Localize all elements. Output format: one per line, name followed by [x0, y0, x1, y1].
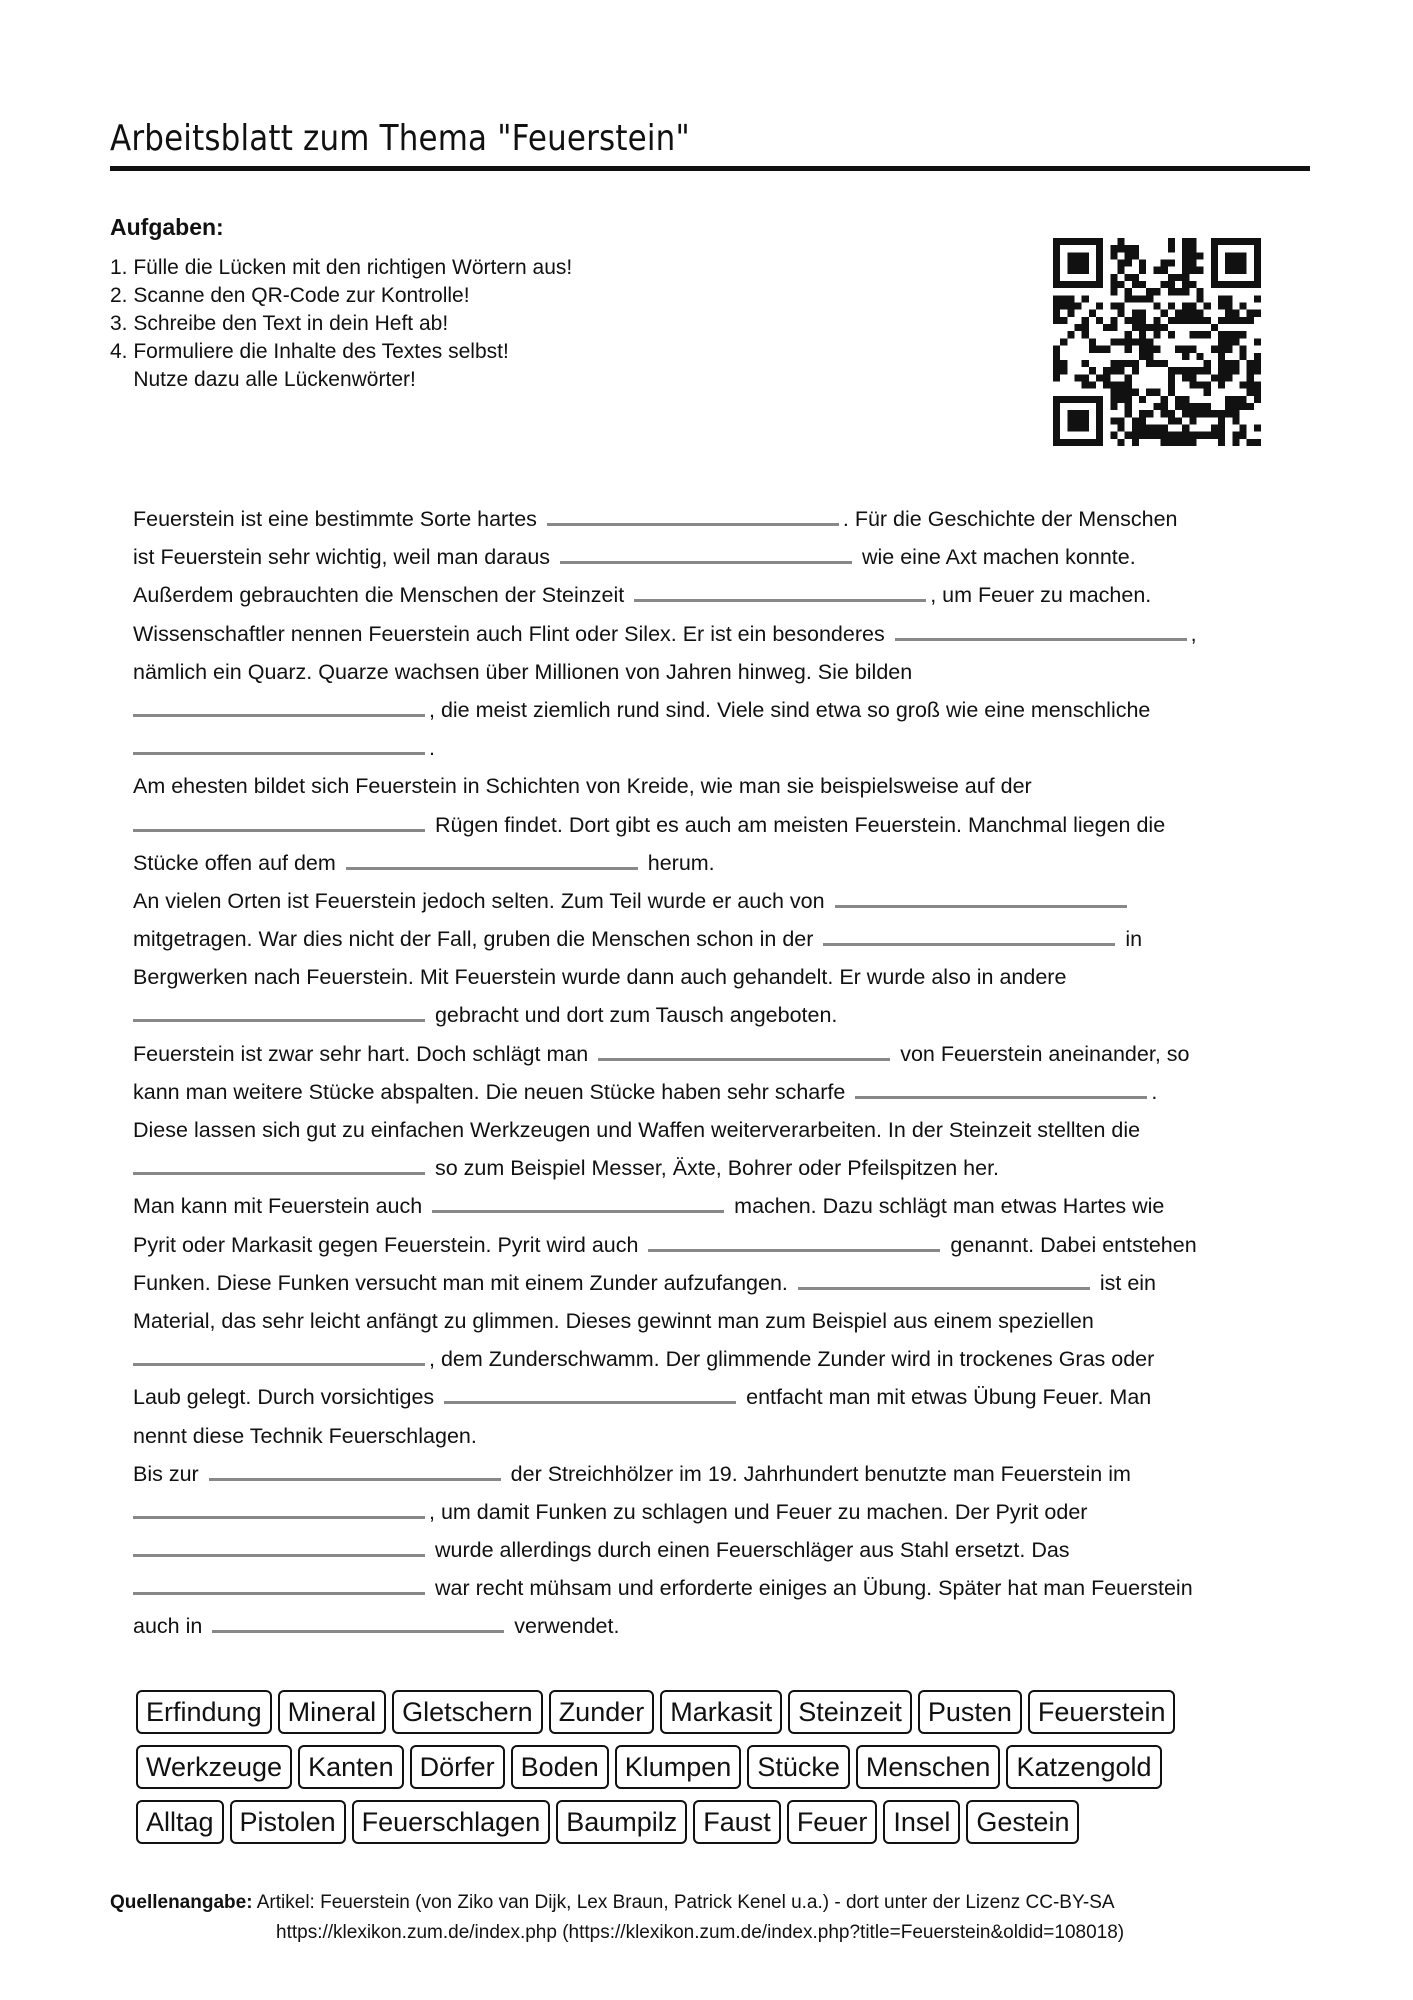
text-segment: Bergwerken nach Feuerstein. Mit Feuerstein wurde dann auch gehandelt. Er wurde also in andere — [133, 965, 1067, 990]
word-card: Steinzeit — [788, 1690, 912, 1734]
text-segment: verwendet. — [508, 1614, 620, 1639]
blank-gap[interactable] — [547, 501, 839, 526]
word-card: Werkzeuge — [136, 1745, 292, 1789]
text-line — [133, 1569, 1313, 1607]
text-segment: , um damit Funken zu schlagen und Feuer zu machen. Der Pyrit oder — [429, 1499, 1088, 1524]
text-segment: wurde allerdings durch einen Feuerschläger aus Stahl ersetzt. Das — [429, 1538, 1070, 1563]
word-card: Feuerstein — [1028, 1690, 1176, 1734]
text-segment: genannt. Dabei entstehen — [944, 1232, 1197, 1257]
text-line — [133, 1149, 1313, 1187]
text-line — [133, 1187, 1313, 1225]
text-line — [133, 1302, 1313, 1340]
text-segment: Funken. Diese Funken versucht man mit einem Zunder aufzufangen. — [133, 1270, 794, 1295]
blank-gap[interactable] — [133, 807, 425, 832]
word-card: Faust — [693, 1800, 781, 1844]
task-item: 1. Fülle die Lücken mit den richtigen Wörtern aus! — [110, 256, 573, 279]
text-segment: war recht mühsam und erforderte einiges an Übung. Später hat man Feuerstein — [429, 1576, 1193, 1601]
word-bank — [136, 1690, 1286, 1855]
blank-gap[interactable] — [444, 1379, 736, 1404]
text-line — [133, 958, 1313, 996]
qr-code-icon — [1053, 238, 1261, 446]
text-line — [133, 1493, 1313, 1531]
word-card: Pistolen — [230, 1800, 346, 1844]
text-line — [133, 615, 1313, 653]
source-label: Quellenangabe: — [110, 1892, 253, 1913]
blank-gap[interactable] — [855, 1074, 1147, 1099]
text-segment: Am ehesten bildet sich Feuerstein in Schichten von Kreide, wie man sie beispielsweise auf der — [133, 774, 1032, 799]
blank-gap[interactable] — [823, 921, 1115, 946]
text-line — [133, 844, 1313, 882]
text-segment: . — [429, 736, 435, 761]
cloze-text — [133, 500, 1313, 1646]
page-title: Arbeitsblatt zum Thema "Feuerstein" — [110, 118, 690, 159]
word-card: Gestein — [966, 1800, 1079, 1844]
text-segment: mitgetragen. War dies nicht der Fall, gruben die Menschen schon in der — [133, 927, 820, 952]
word-row — [136, 1745, 1286, 1800]
blank-gap[interactable] — [133, 730, 425, 755]
tasks-heading: Aufgaben: — [110, 214, 224, 240]
blank-gap[interactable] — [432, 1188, 724, 1213]
word-card: Menschen — [856, 1745, 1001, 1789]
text-line — [133, 653, 1313, 691]
word-card: Alltag — [136, 1800, 224, 1844]
text-segment: auch in — [133, 1614, 209, 1639]
text-segment: Bis zur — [133, 1461, 205, 1486]
text-segment: so zum Beispiel Messer, Äxte, Bohrer oder Pfeilspitzen her. — [429, 1156, 1000, 1181]
text-line — [133, 882, 1313, 920]
text-segment: herum. — [641, 850, 715, 875]
text-segment: in — [1119, 927, 1143, 952]
text-line — [133, 1035, 1313, 1073]
task-item: Nutze dazu alle Lückenwörter! — [110, 368, 416, 391]
word-card: Feuer — [787, 1800, 878, 1844]
word-card: Dörfer — [410, 1745, 505, 1789]
text-line — [133, 1455, 1313, 1493]
text-segment: wie eine Axt machen konnte. — [856, 545, 1136, 570]
text-line — [133, 1340, 1313, 1378]
word-card: Gletschern — [392, 1690, 543, 1734]
blank-gap[interactable] — [648, 1227, 940, 1252]
word-card: Klumpen — [615, 1745, 742, 1789]
title-rule — [110, 166, 1310, 171]
text-segment: Diese lassen sich gut zu einfachen Werkzeugen und Waffen weiterverarbeiten. In der Steinzeit stellten die — [133, 1118, 1141, 1142]
text-segment: gebracht und dort zum Tausch angeboten. — [429, 1003, 838, 1028]
blank-gap[interactable] — [133, 1570, 425, 1595]
text-segment: Rügen findet. Dort gibt es auch am meisten Feuerstein. Manchmal liegen die — [429, 812, 1166, 837]
text-segment: von Feuerstein aneinander, so — [894, 1041, 1190, 1066]
task-item: 3. Schreibe den Text in dein Heft ab! — [110, 312, 449, 335]
word-card: Markasit — [660, 1690, 782, 1734]
task-item: 2. Scanne den QR-Code zur Kontrolle! — [110, 284, 470, 307]
word-card: Boden — [511, 1745, 609, 1789]
text-line — [133, 1264, 1313, 1302]
word-card: Stücke — [747, 1745, 850, 1789]
word-card: Katzengold — [1006, 1745, 1161, 1789]
blank-gap[interactable] — [346, 845, 638, 870]
text-segment: Außerdem gebrauchten die Menschen der Steinzeit — [133, 583, 631, 608]
blank-gap[interactable] — [835, 883, 1127, 908]
word-card: Kanten — [298, 1745, 404, 1789]
text-line — [133, 1378, 1313, 1416]
word-card: Pusten — [918, 1690, 1022, 1734]
text-segment: ist Feuerstein sehr wichtig, weil man daraus — [133, 545, 557, 570]
text-line — [133, 538, 1313, 576]
source-note — [110, 1888, 1124, 1948]
word-row — [136, 1690, 1286, 1745]
text-line — [133, 1531, 1313, 1569]
text-segment: Man kann mit Feuerstein auch — [133, 1194, 429, 1219]
text-line — [133, 996, 1313, 1034]
text-segment: ist ein — [1093, 1270, 1157, 1295]
blank-gap[interactable] — [212, 1608, 504, 1633]
text-segment: entfacht man mit etwas Übung Feuer. Man — [740, 1385, 1152, 1410]
text-line — [133, 920, 1313, 958]
text-segment: , um Feuer zu machen. — [930, 583, 1152, 608]
source-line-1: Artikel: Feuerstein (von Ziko van Dijk, Lex Braun, Patrick Kenel u.a.) - dort unter der Lizenz CC-BY-SA — [252, 1892, 1115, 1913]
source-line-2: https://klexikon.zum.de/index.php (https://klexikon.zum.de/index.php?title=Feuerstein&oldid=108018) — [276, 1922, 1125, 1943]
text-line — [133, 691, 1313, 729]
text-segment: Stücke offen auf dem — [133, 850, 342, 875]
word-card: Feuerschlagen — [352, 1800, 551, 1844]
text-line — [133, 500, 1313, 538]
blank-gap[interactable] — [133, 1532, 425, 1557]
text-line — [133, 729, 1313, 767]
text-line — [133, 1073, 1313, 1111]
blank-gap[interactable] — [560, 539, 852, 564]
text-segment: , dem Zunderschwamm. Der glimmende Zunder wird in trockenes Gras oder — [429, 1347, 1155, 1372]
word-card: Insel — [883, 1800, 960, 1844]
blank-gap[interactable] — [133, 997, 425, 1022]
text-line — [133, 806, 1313, 844]
text-line — [133, 767, 1313, 805]
text-segment: Material, das sehr leicht anfängt zu glimmen. Dieses gewinnt man zum Beispiel aus einem speziellen — [133, 1308, 1094, 1333]
word-row — [136, 1800, 1286, 1855]
text-segment: . Für die Geschichte der Menschen — [842, 507, 1178, 531]
text-segment: , — [1190, 621, 1197, 646]
blank-gap[interactable] — [133, 1341, 425, 1366]
text-line — [133, 1417, 1313, 1455]
blank-gap[interactable] — [798, 1265, 1090, 1290]
text-segment: Wissenschaftler nennen Feuerstein auch Flint oder Silex. Er ist ein besonderes — [133, 621, 891, 646]
text-segment: nennt diese Technik Feuerschlagen. — [133, 1423, 477, 1448]
blank-gap[interactable] — [598, 1036, 890, 1061]
blank-gap[interactable] — [133, 1494, 425, 1519]
text-segment: Pyrit oder Markasit gegen Feuerstein. Pyrit wird auch — [133, 1232, 645, 1257]
text-line — [133, 1111, 1313, 1149]
text-segment: machen. Dazu schlägt man etwas Hartes wie — [728, 1194, 1165, 1219]
word-card: Zunder — [549, 1690, 655, 1734]
text-segment: Feuerstein ist zwar sehr hart. Doch schlägt man — [133, 1041, 595, 1066]
text-line — [133, 1607, 1313, 1645]
text-segment: der Streichhölzer im 19. Jahrhundert benutzte man Feuerstein im — [504, 1461, 1131, 1486]
blank-gap[interactable] — [634, 577, 926, 602]
blank-gap[interactable] — [895, 616, 1187, 641]
blank-gap[interactable] — [209, 1456, 501, 1481]
text-segment: An vielen Orten ist Feuerstein jedoch selten. Zum Teil wurde er auch von — [133, 888, 831, 913]
text-line — [133, 1226, 1313, 1264]
text-segment: Feuerstein ist eine bestimmte Sorte hartes — [133, 507, 543, 531]
text-segment: nämlich ein Quarz. Quarze wachsen über Millionen von Jahren hinweg. Sie bilden — [133, 659, 913, 684]
blank-gap[interactable] — [133, 692, 425, 717]
word-card: Mineral — [278, 1690, 387, 1734]
text-segment: kann man weitere Stücke abspalten. Die neuen Stücke haben sehr scharfe — [133, 1079, 852, 1104]
task-list — [110, 254, 572, 394]
text-line — [133, 576, 1313, 614]
task-item: 4. Formuliere die Inhalte des Textes selbst! — [110, 340, 509, 363]
blank-gap[interactable] — [133, 1150, 425, 1175]
text-segment: , die meist ziemlich rund sind. Viele sind etwa so groß wie eine menschliche — [429, 697, 1151, 722]
word-card: Baumpilz — [556, 1800, 687, 1844]
text-segment: . — [1151, 1079, 1158, 1104]
text-segment: Laub gelegt. Durch vorsichtiges — [133, 1385, 441, 1410]
word-card: Erfindung — [136, 1690, 272, 1734]
